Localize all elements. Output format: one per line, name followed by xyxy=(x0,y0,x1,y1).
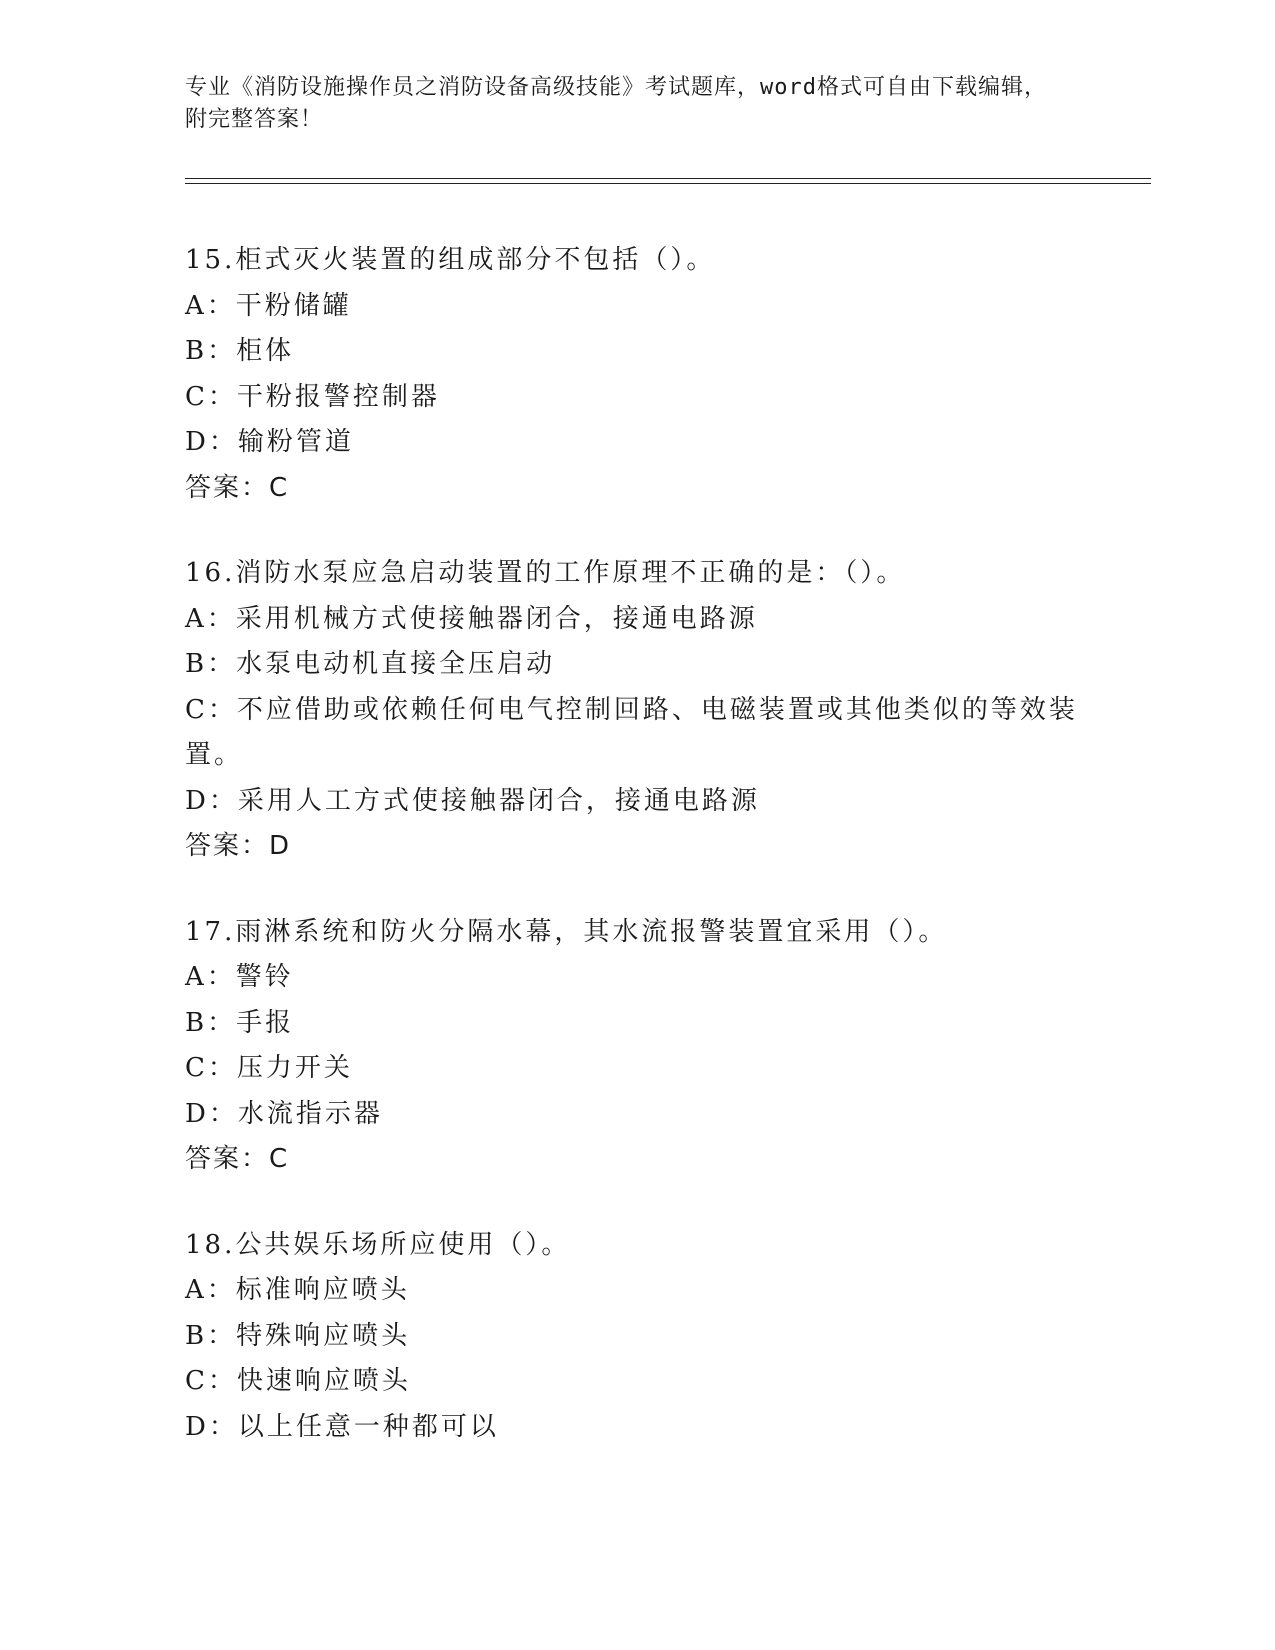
document-header: 专业《消防设施操作员之消防设备高级技能》考试题库，word格式可自由下载编辑，附完整答案！ xyxy=(185,75,1047,132)
option-b: B：柜体 xyxy=(185,336,295,366)
option-d: D：采用人工方式使接触器闭合，接通电路源 xyxy=(185,785,760,816)
question-18 xyxy=(185,1223,1085,1451)
option-d: D：输粉管道 xyxy=(185,427,354,457)
option-c: C：快速响应喷头 xyxy=(185,1366,411,1396)
option-a: A：采用机械方式使接触器闭合，接通电路源 xyxy=(185,603,758,634)
question-stem: 16.消防水泵应急启动装置的工作原理不正确的是：（）。 xyxy=(185,558,906,588)
option-a: A：干粉储罐 xyxy=(185,290,352,321)
question-list xyxy=(185,238,1085,1490)
option-d: D：以上任意一种都可以 xyxy=(185,1411,499,1442)
option-c: C：不应借助或依赖任何电气控制回路、电磁装置或其他类似的等效装置。 xyxy=(185,694,1078,770)
answer-line: 答案：D xyxy=(185,831,292,861)
question-17 xyxy=(185,910,1085,1183)
question-stem: 18.公共娱乐场所应使用（）。 xyxy=(185,1229,571,1260)
option-b: B：水泵电动机直接全压启动 xyxy=(185,649,556,679)
option-d: D：水流指示器 xyxy=(185,1098,383,1129)
option-b: B：手报 xyxy=(185,1007,295,1038)
answer-line: 答案：C xyxy=(185,472,290,503)
header-divider-bottom xyxy=(185,183,1151,184)
header-divider-top xyxy=(185,178,1151,179)
question-stem: 17.雨淋系统和防火分隔水幕，其水流报警装置宜采用（）。 xyxy=(185,916,948,947)
option-a: A：标准响应喷头 xyxy=(185,1275,410,1305)
question-15 xyxy=(185,238,1085,511)
answer-line: 答案：C xyxy=(185,1144,290,1174)
option-c: C：压力开关 xyxy=(185,1053,353,1083)
option-a: A：警铃 xyxy=(185,962,294,992)
option-b: B：特殊响应喷头 xyxy=(185,1320,411,1351)
question-stem: 15.柜式灭火装置的组成部分不包括（）。 xyxy=(185,245,716,275)
question-16 xyxy=(185,551,1085,870)
option-c: C：干粉报警控制器 xyxy=(185,381,440,412)
